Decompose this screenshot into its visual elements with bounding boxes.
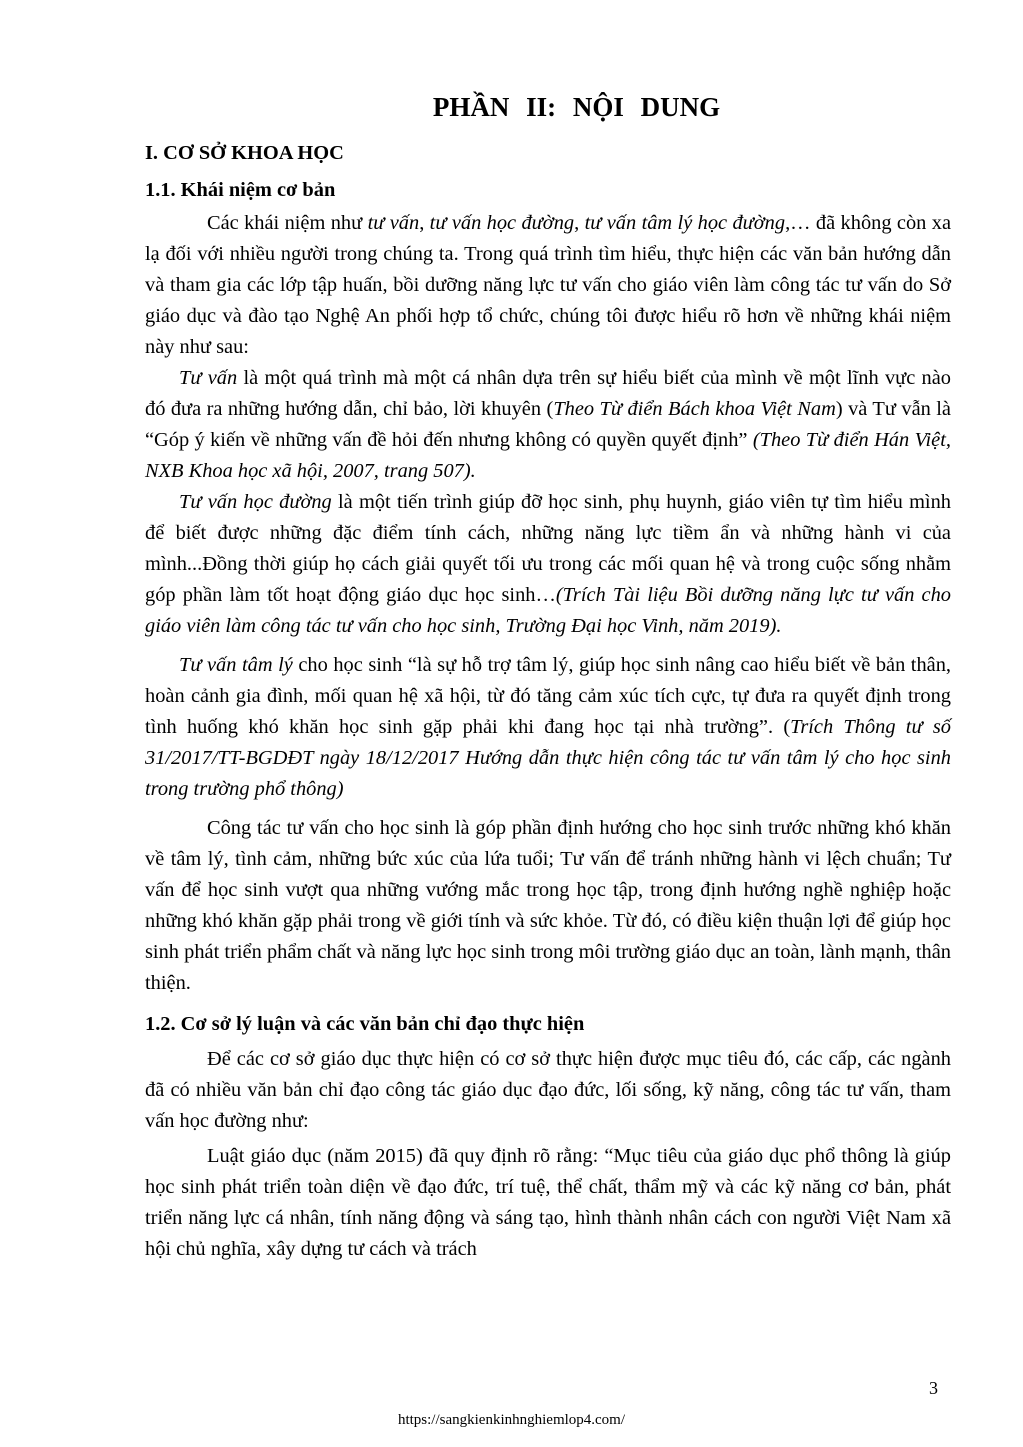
text-run: là một quá trình mà một cá nhân dựa trên sự hiểu biết của mình về một lĩnh vực nào đó đưa ra những hướng dẫn, chỉ bảo, lời khuyên ( xyxy=(145,367,951,420)
footer-url[interactable]: https://sangkienkinhnghiemlop4.com/ xyxy=(397,1412,626,1428)
paragraph-luat-giao-duc: Luật giáo dục (năm 2015) đã quy định rõ rằng: “Mục tiêu của giáo dục phổ thông là giúp học sinh phát triển toàn diện về đạo đức, trí tuệ, thể chất, thẩm mỹ và các kỹ năng cơ bản, phát triển năng lực cá nhân, tính năng động và sáng tạo, hình thành nhân cách con người Việt Nam xã hội chủ nghĩa, xây dựng tư cách và trách xyxy=(145,1145,951,1260)
part-title: PHẦN II: NỘI DUNG xyxy=(432,92,721,122)
italic-term: Tư vấn học đường xyxy=(179,491,332,513)
text-run: ,… đã không còn xa lạ đối với nhiều người trong chúng ta. Trong quá trình tìm hiểu, thực hiện các văn bản hướng dẫn và tham gia các lớp tập huấn, bồi dưỡng năng lực tư vấn cho giáo viên làm công tác tư vấn do Sở giáo dục và đào tạo Nghệ An phối hợp tổ chức, chúng tôi được hiểu rõ hơn về những khái niệm này như sau: xyxy=(145,212,951,358)
page-number: 3 xyxy=(929,1378,938,1398)
paragraph-cong-tac-tu-van: Công tác tư vấn cho học sinh là góp phần định hướng cho học sinh trước những khó khăn về tâm lý, tình cảm, những bức xúc của lứa tuổi; Tư vấn để tránh những hành vi lệch chuẩn; Tư vấn để học sinh vượt qua những vướng mắc trong học tập, trong định hướng nghề nghiệp hoặc những khó khăn gặp phải trong về giới tính và sức khỏe. Từ đó, có điều kiện thuận lợi để giúp học sinh phát triển phẩm chất và năng lực học sinh trong môi trường giáo dục an toàn, lành mạnh, thân thiện. xyxy=(145,817,951,994)
text-run: , xyxy=(419,212,430,234)
paragraph-tu-van-hoc-duong xyxy=(145,487,951,642)
italic-term: tư vấn học đường xyxy=(429,212,575,234)
paragraph-van-ban-chi-dao: Để các cơ sở giáo dục thực hiện có cơ sở thực hiện được mục tiêu đó, các cấp, các ngành đã có nhiều văn bản chỉ đạo công tác giáo dục đạo đức, lối sống, kỹ năng, công tác tư vấn, tham vấn học đường như: xyxy=(145,1048,951,1132)
paragraph-concepts-intro xyxy=(145,208,951,363)
italic-citation: (Theo Từ điển Hán Việt, NXB Khoa học xã hội, 2007, trang 507). xyxy=(145,429,951,482)
text-run: là một tiến trình giúp đỡ học sinh, phụ huynh, giáo viên tự tìm hiểu mình để biết được những đặc điểm tính cách, những năng lực tiềm ẩn và những hành vi của mình...Đồng thời giúp họ cách giải quyết tối ưu trong các mối quan hệ và trong cuộc sống nhằm góp phần làm tốt hoạt động giáo dục học sinh… xyxy=(145,491,951,606)
page-content xyxy=(145,138,951,1265)
italic-citation: Theo Từ điển Bách khoa Việt Nam xyxy=(553,398,836,420)
text-run: ) và Tư vẫn là “Góp ý kiến về những vấn đề hỏi đến nhưng không có quyền quyết định” xyxy=(145,398,951,451)
italic-citation: Trích Thông tư số 31/2017/TT-BGDĐT ngày 18/12/2017 Hướng dẫn thực hiện công tác tư vấn tâm lý cho học sinh trong trường phổ thông) xyxy=(145,716,951,800)
subsection-heading-1-1: 1.1. Khái niệm cơ bản xyxy=(145,179,336,201)
text-run: , xyxy=(574,212,585,234)
subsection-heading-1-2: 1.2. Cơ sở lý luận và các văn bản chỉ đạo thực hiện xyxy=(145,1013,585,1035)
italic-term: Tư vấn tâm lý xyxy=(179,654,293,676)
italic-citation: (Trích Tài liệu Bồi dưỡng năng lực tư vấn cho giáo viên làm công tác tư vấn cho học sinh, Trường Đại học Vinh, năm 2019). xyxy=(145,584,951,637)
section-heading: I. CƠ SỞ KHOA HỌC xyxy=(145,142,344,164)
italic-term: Tư vấn xyxy=(179,367,238,389)
text-run: cho học sinh “là sự hỗ trợ tâm lý, giúp học sinh nâng cao hiểu biết về bản thân, hoàn cảnh gia đình, mối quan hệ xã hội, từ đó tăng cảm xúc tích cực, tự đưa ra quyết định trong tình huống khó khăn học sinh gặp phải khi đang học tại nhà trường”. ( xyxy=(145,654,951,738)
paragraph-tu-van xyxy=(145,363,951,487)
text-run: Các khái niệm như xyxy=(207,212,368,234)
italic-term: tư vấn tâm lý học đường xyxy=(584,212,786,234)
paragraph-tu-van-tam-ly xyxy=(145,650,951,805)
italic-term: tư vấn xyxy=(367,212,420,234)
